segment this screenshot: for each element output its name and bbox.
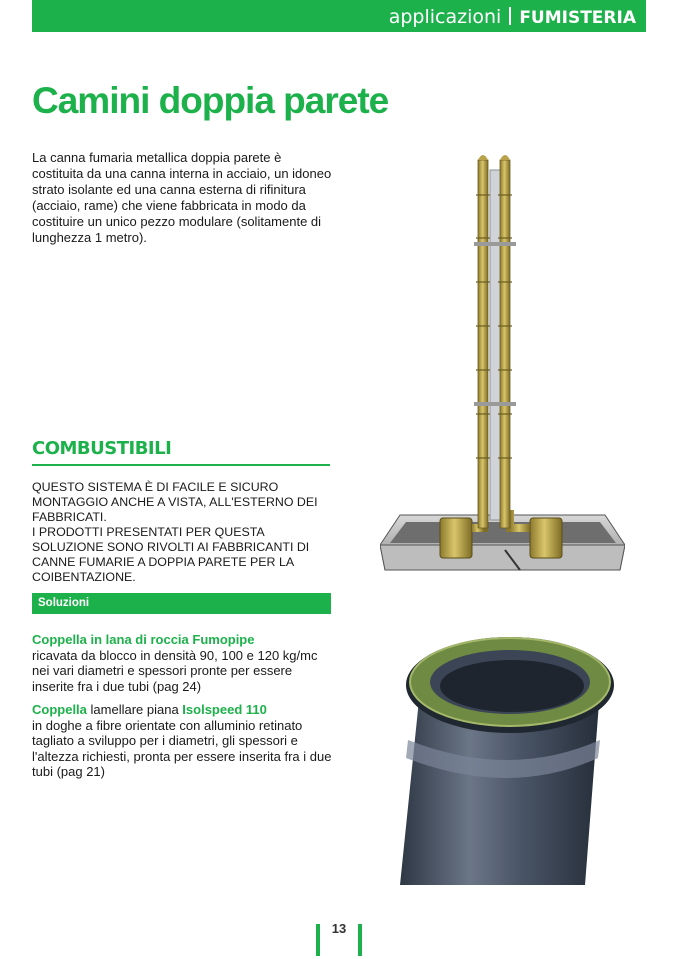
header-separator (509, 7, 511, 25)
combustibili-paragraph-1: QUESTO SISTEMA È DI FACILE E SICURO MONTAGGIO ANCHE A VISTA, ALL'ESTERNO DEI FABBRICATI. (32, 480, 318, 524)
page-number-right-bar (358, 924, 362, 956)
product-isolspeed-middle: lamellare piana (86, 702, 183, 717)
header-section: FUMISTERIA (519, 8, 636, 28)
double-wall-chimney-illustration (380, 150, 625, 590)
header-category: applicazioni (388, 6, 502, 28)
product-fumopipe-description: ricavata da blocco in densità 90, 100 e 120 kg/mc nei vari diametri e spessori pronte per essere inserite fra i due tubi (pag 24) (32, 647, 318, 694)
page-title: Camini doppia parete (32, 80, 389, 121)
product-fumopipe-name: Coppella in lana di roccia Fumopipe (32, 632, 255, 647)
header-bar (32, 0, 646, 32)
combustibili-paragraph-2: I PRODOTTI PRESENTATI PER QUESTA SOLUZIONE SONO RIVOLTI AI FABBRICANTI DI CANNE FUMARIE A DOPPIA PARETE PER LA COIBENTAZIONE. (32, 525, 310, 584)
page-number-text: 13 (331, 921, 347, 936)
header-text (389, 6, 636, 29)
product-isolspeed-name-part1: Coppella (32, 702, 87, 717)
page-number (316, 918, 362, 956)
soluzioni-label: Soluzioni (38, 597, 90, 609)
product-fumopipe (32, 632, 332, 694)
soluzioni-bar (32, 593, 331, 614)
intro-paragraph: La canna fumaria metallica doppia parete è costituita da una canna interna in acciaio, un idoneo strato isolante ed una canna esterna di rifinitura (acciaio, rame) che viene fabbricata in modo da costituire un unico pezzo modulare (solitamente di lunghezza 1 metro). (32, 150, 332, 245)
product-isolspeed-name-part2: Isolspeed 110 (182, 702, 267, 717)
combustibili-text (32, 480, 332, 585)
product-isolspeed (32, 702, 332, 780)
product-isolspeed-description: in doghe a fibre orientate con alluminio retinato tagliato a sviluppo per i diametri, gli spessori e l'altezza richiesti, pronta per essere inserita fra i due tubi (pag 21) (32, 717, 332, 779)
combustibili-heading: COMBUSTIBILI (32, 438, 330, 466)
insulated-pipe-illustration (400, 630, 615, 890)
